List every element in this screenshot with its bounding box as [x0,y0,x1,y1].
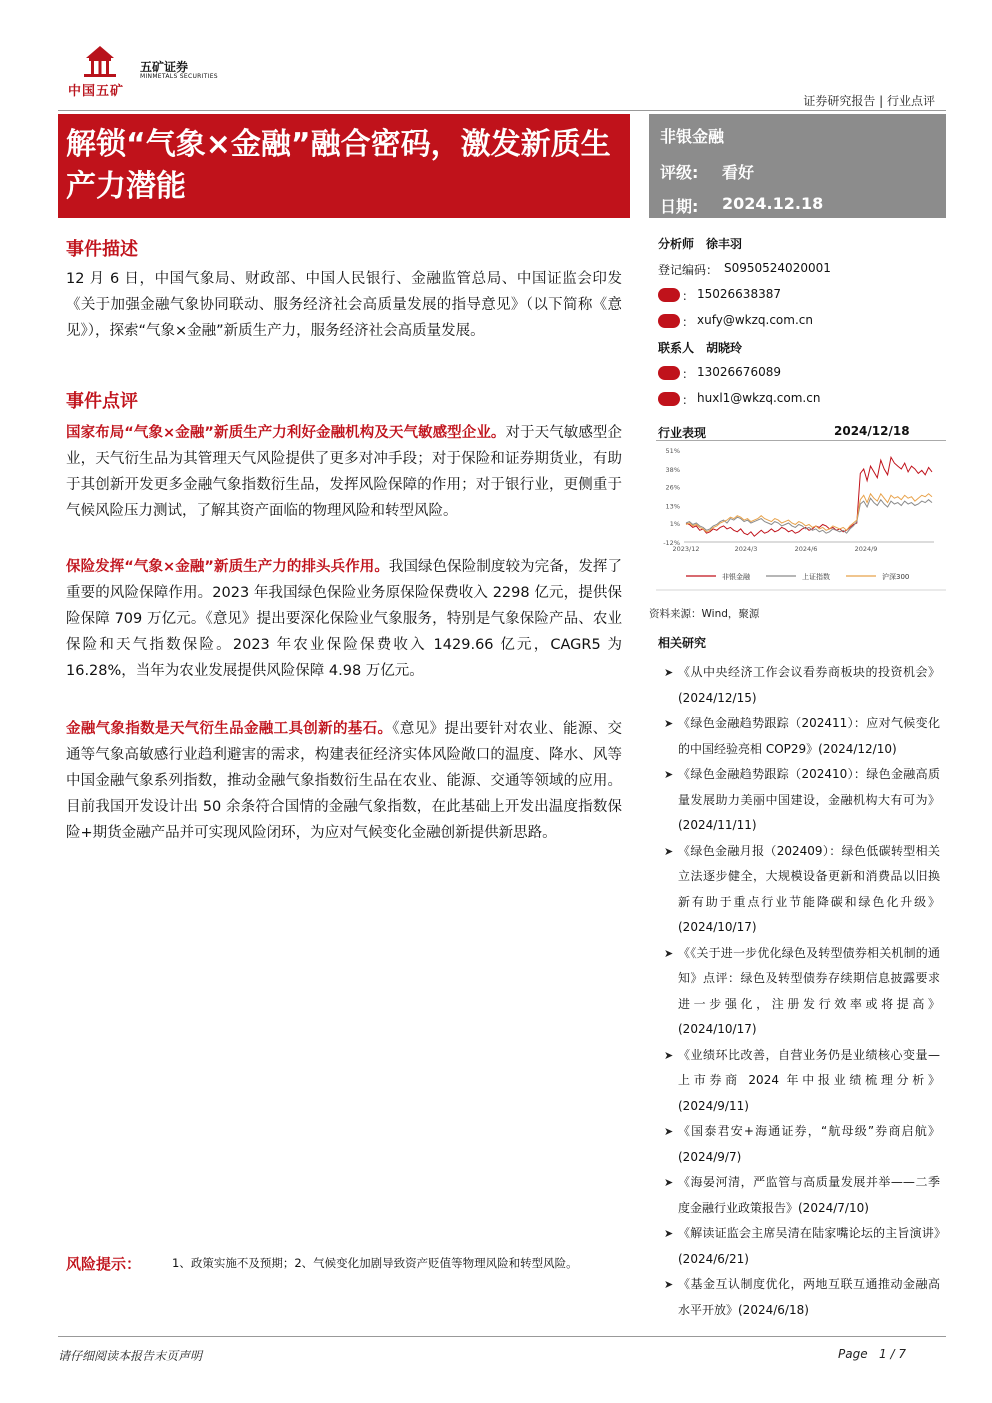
phone-icon [658,287,680,306]
sector-name: 非银金融 [660,127,725,146]
date-value: 2024.12.18 [722,194,824,213]
phone-colon: ： [682,289,695,303]
related-item[interactable]: ➤ 《绿色金融趋势跟踪（202410）：绿色金融高质量发展助力美丽中国建设，金融机构大有可为》(2024/11/11) [664,762,940,839]
chart-plot [656,442,946,598]
page-number [838,1347,906,1361]
analyst-email[interactable]: xufy@wkzq.com.cn [697,313,813,327]
related-item[interactable]: ➤ 《绿色金融月报（202409）：绿色低碳转型相关立法逐步健全，大规模设备更新和消费品以旧换新有助于重点行业节能降碳和绿色化升级》(2024/10/17) [664,839,940,941]
reg-number: S0950524020001 [724,261,831,275]
analyst-name: 徐丰羽 [706,237,743,251]
related-item[interactable]: ➤ 《国泰君安+海通证券，“航母级”券商启航》(2024/9/7) [664,1119,940,1170]
arrow-icon: ➤ [664,717,674,730]
contact-email-colon: ： [682,393,695,407]
x-tick-label: 2024/9 [854,545,878,553]
review-para-3-body: 《意见》提出要针对农业、能源、交通等气象高敏感行业趋利避害的需求，构建表征经济实体风险敞口的温度、降水、风等中国金融气象系列指数，推动金融气象指数衍生品在农业、能源、交通等领域的应用。目前我国开发设计出 50 余条符合国情的金融气象指数，在此基础上开发出温度指数保险+期货金融产品并可实现风险闭环，为应对气候变化金融创新提供新思路。 [66,721,623,841]
contact-phone-colon: ： [682,367,695,381]
review-para-2 [66,554,622,684]
header-divider [58,110,946,111]
y-tick-label: 51% [665,447,680,455]
analyst-phone: 15026638387 [697,287,781,301]
series-line-2 [686,498,932,533]
review-para-1 [66,420,622,524]
x-tick-label: 2024/6 [794,545,818,553]
chart-divider [656,440,946,441]
legend-label: 上证指数 [802,573,830,581]
contact-email[interactable]: huxl1@wkzq.com.cn [697,391,821,405]
email-icon [658,313,680,332]
report-type: 证券研究报告 | 行业点评 [803,94,935,108]
rating-label: 评级: [660,163,699,182]
contact-phone: 13026676089 [697,365,781,379]
contact-phone-icon [658,365,680,384]
footer-disclaimer: 请仔细阅读本报告末页声明 [58,1349,203,1363]
y-tick-label: 1% [669,520,680,529]
related-item[interactable]: ➤ 《解读证监会主席吴清在陆家嘴论坛的主旨演讲》(2024/6/21) [664,1221,940,1272]
review-para-3 [66,716,622,846]
legend-label: 非银金融 [722,573,750,581]
x-tick-label: 2023/12 [672,545,700,553]
risk-heading: 风险提示： [66,1255,142,1273]
chart-title: 行业表现 [658,426,707,440]
arrow-icon: ➤ [664,946,674,960]
event-desc-text: 12 月 6 日，中国气象局、财政部、中国人民银行、金融监管总局、中国证监会印发《关于加强金融气象协同联动、服务经济社会高质量发展的指导意见》（以下简称《意见》），探索“气象×金融”新质生产力，服务经济社会高质量发展。 [66,271,622,339]
page-value: 1 / 7 [879,1347,906,1361]
industry-performance-chart [656,420,946,598]
related-item[interactable]: ➤ 《海晏河清，严监管与高质量发展并举——二季度金融行业政策报告》(2024/7/10) [664,1170,940,1221]
contact-name: 胡晓玲 [706,341,743,355]
y-tick-label: 26% [665,483,680,492]
review-para-2-lead: 保险发挥“气象×金融”新质生产力的排头兵作用。 [66,559,389,575]
report-title: 解锁“气象×金融”融合密码，激发新质生产力潜能 [66,127,611,204]
email-colon: ： [682,315,695,329]
related-item[interactable]: ➤ 《业绩环比改善，自营业务仍是业绩核心变量—上市券商 2024 年中报业绩梳理分析》(2024/9/11) [664,1043,940,1120]
footer-divider [58,1336,946,1337]
legend-label: 沪深300 [882,573,910,581]
related-list [664,660,940,1323]
title-banner [58,114,630,218]
source-note: 资料来源：Wind，聚源 [649,608,760,620]
date-label: 日期: [660,197,699,216]
arrow-icon: ➤ [664,844,674,858]
arrow-icon: ➤ [664,1278,674,1291]
risk-text: 1、政策实施不及预期；2、气候变化加剧导致资产贬值等物理风险和转型风险。 [172,1256,578,1270]
x-tick-label: 2024/3 [734,545,758,553]
related-item[interactable]: ➤ 《绿色金融趋势跟踪（202411）：应对气候变化的中国经验亮相 COP29》(2024/12/10) [664,711,940,762]
arrow-icon: ➤ [664,1048,674,1062]
event-desc-heading: 事件描述 [66,239,138,260]
logo-text: 中国五矿 [68,84,125,99]
event-review-heading: 事件点评 [66,391,138,412]
arrow-icon: ➤ [664,768,674,781]
y-tick-label: 13% [665,502,680,511]
company-logo-icon [80,44,120,78]
brand-name-en: MINMETALS SECURITIES [140,73,218,80]
arrow-icon: ➤ [664,1125,674,1138]
review-para-1-lead: 国家布局“气象×金融”新质生产力利好金融机构及天气敏感型企业。 [66,425,506,441]
review-para-2-body: 我国绿色保险制度较为完备，发挥了重要的风险保障作用。2023 年我国绿色保险业务原保险保费收入 2298 亿元，提供保险保障 709 万亿元。《意见》提出要深化保险业气象服务，特别是气象保险产品、农业保险和天气指数保险。2023 年农业保险保费收入 1429.66 亿元，CAGR5 为 16.28%，当年为农业发展提供风险保障 4.98 万亿元。 [66,559,622,679]
related-item[interactable]: ➤ 《从中央经济工作会议看券商板块的投资机会》(2024/12/15) [664,660,940,711]
reg-label: 登记编码： [658,263,719,277]
y-tick-label: 38% [665,465,680,474]
chart-date: 2024/12/18 [834,424,910,438]
review-para-3-lead: 金融气象指数是天气衍生品金融工具创新的基石。 [66,721,393,737]
rating-box [649,114,946,218]
related-item[interactable]: ➤ 《《关于进一步优化绿色及转型债券相关机制的通知》点评：绿色及转型债券存续期信息披露要求进一步强化，注册发行效率或将提高》(2024/10/17) [664,941,940,1043]
review-para-1-body: 对于天气敏感型企业，天气衍生品为其管理天气风险提供了更多对冲手段；对于保险和证券期货业，有助于其创新开发更多金融气象指数衍生品，发挥风险保障的作用；对于银行业，更侧重于气候风险压力测试，了解其资产面临的物理风险和转型风险。 [66,425,622,519]
related-heading: 相关研究 [658,636,707,650]
arrow-icon: ➤ [664,666,674,679]
analyst-label: 分析师 [658,237,695,251]
rating-value: 看好 [722,163,755,182]
page-label: Page [838,1347,868,1361]
related-item[interactable]: ➤ 《基金互认制度优化，两地互联互通推动金融高水平开放》(2024/6/18) [664,1272,940,1323]
arrow-icon: ➤ [664,1227,674,1240]
contact-email-icon [658,391,680,410]
brand-name: 五矿证券 [140,60,189,74]
contact-label: 联系人 [658,341,695,355]
arrow-icon: ➤ [664,1176,674,1189]
y-tick-label: -12% [663,539,680,547]
